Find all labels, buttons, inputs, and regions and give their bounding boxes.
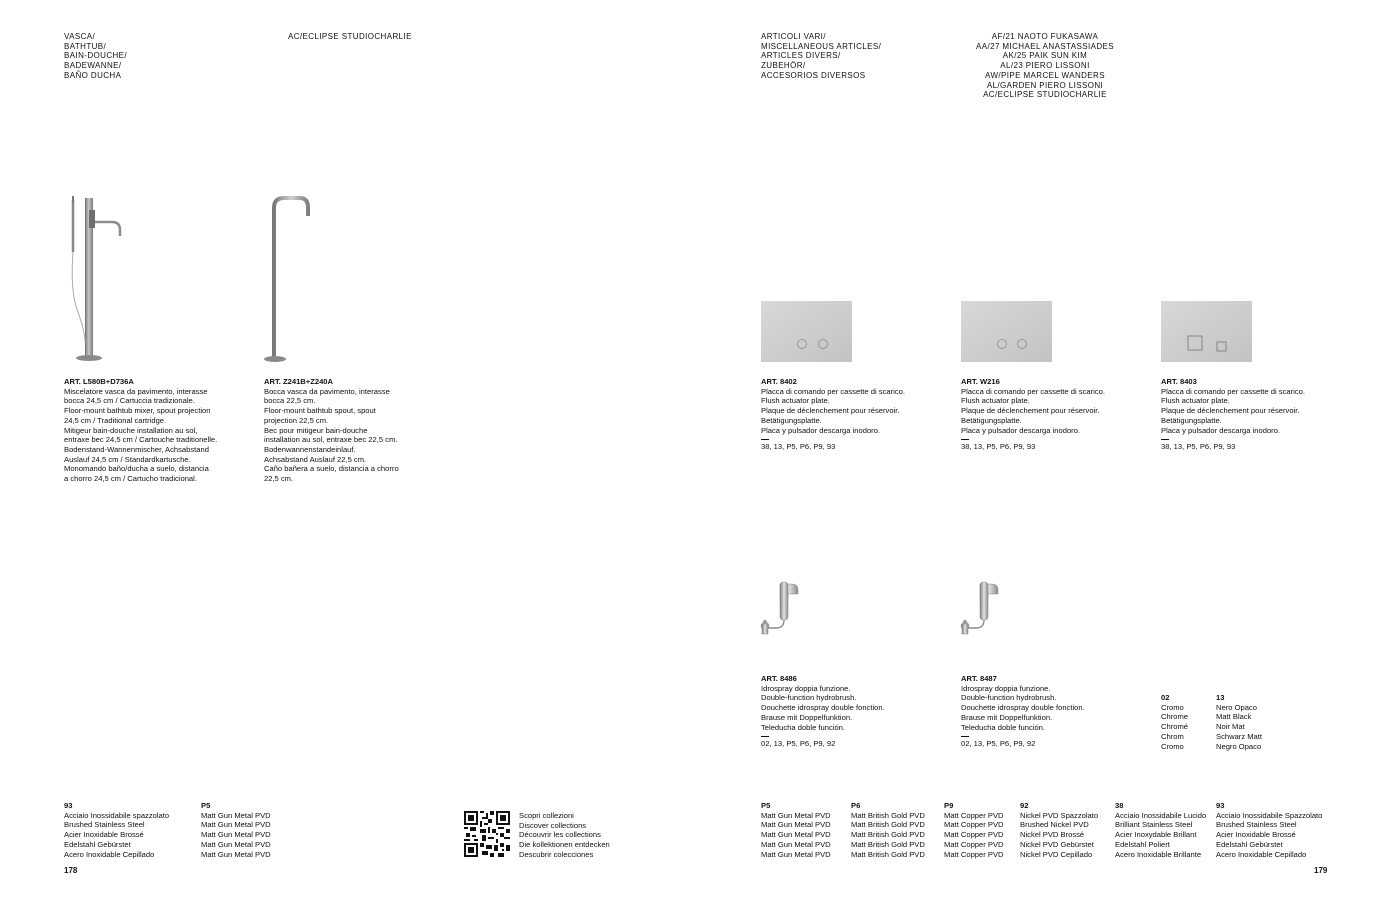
finish-name: Nickel PVD Spazzolato bbox=[1020, 810, 1099, 820]
product-line: Placca di comando per cassette di scarico. bbox=[961, 386, 1105, 396]
finish-legend-13 bbox=[1216, 693, 1262, 751]
finish-name: Schwarz Matt bbox=[1216, 731, 1262, 741]
finish-legend-38 bbox=[1115, 801, 1206, 859]
product-line: Teleducha doble función. bbox=[761, 722, 846, 732]
product-description-8402 bbox=[761, 377, 905, 452]
finish-name: Chromé bbox=[1161, 722, 1189, 732]
product-line: Betätigungsplatte. bbox=[961, 415, 1022, 425]
product-line: 24,5 cm / Traditional cartridge. bbox=[64, 415, 167, 425]
finish-name: Chrom bbox=[1161, 731, 1184, 741]
finish-name: Matt Gun Metal PVD bbox=[201, 839, 271, 849]
product-code: ART. 8487 bbox=[961, 674, 997, 683]
product-image-bathtub-mixer bbox=[60, 192, 130, 364]
category-line: ACCESORIOS DIVERSOS bbox=[761, 70, 866, 80]
finish-name: Matt Gun Metal PVD bbox=[761, 820, 831, 830]
product-line: bocca 22,5 cm. bbox=[264, 396, 316, 406]
product-line: a chorro 24,5 cm / Cartucho tradicional. bbox=[64, 474, 197, 484]
product-line: Miscelatore vasca da pavimento, interasse bbox=[64, 386, 208, 396]
category-line: VASCA/ bbox=[64, 32, 96, 41]
finish-name: Matt Gun Metal PVD bbox=[761, 849, 831, 859]
finish-name: Matt British Gold PVD bbox=[851, 810, 925, 820]
qr-caption-line[interactable]: Die kollektionen entdecken bbox=[519, 840, 610, 850]
finish-name: Brushed Stainless Steel bbox=[64, 820, 145, 830]
product-line: Bodenwannenstandeinlauf. bbox=[264, 444, 356, 454]
finish-legend-p9 bbox=[944, 801, 1004, 859]
product-finishes: 02, 13, P5, P6, P9, 92 bbox=[761, 739, 836, 749]
product-line: Caño bañera a suelo, distancia a chorro bbox=[264, 464, 399, 474]
product-description-z241b bbox=[264, 377, 399, 484]
collection-name: AA/27 MICHAEL ANASTASSIADES bbox=[976, 41, 1114, 51]
finish-name: Matt British Gold PVD bbox=[851, 849, 925, 859]
product-line: Douchette idrospray double fonction. bbox=[761, 703, 885, 713]
category-line: BAÑO DUCHA bbox=[64, 70, 122, 80]
finish-name: Acciaio Inossidabile Lucido bbox=[1115, 810, 1207, 820]
finish-name: Matt Gun Metal PVD bbox=[201, 820, 271, 830]
product-line: Betätigungsplatte. bbox=[761, 415, 822, 425]
product-finishes: 38, 13, P5, P6, P9, 93 bbox=[961, 442, 1036, 452]
product-line: Plaque de déclenchement pour réservoir. bbox=[761, 406, 900, 416]
product-code: ART. 8403 bbox=[1161, 377, 1197, 386]
finish-code: 38 bbox=[1115, 801, 1124, 810]
finish-code: 93 bbox=[64, 801, 73, 810]
product-line: entraxe bec 24,5 cm / Cartouche traditionelle. bbox=[64, 435, 218, 445]
category-line: BAIN-DOUCHE/ bbox=[64, 51, 128, 61]
finish-name: Acier Inoxidable Brossé bbox=[64, 830, 144, 840]
finish-code: 92 bbox=[1020, 801, 1029, 810]
finish-name: Matt Copper PVD bbox=[944, 849, 1004, 859]
product-line: 22,5 cm. bbox=[264, 474, 294, 484]
finish-code: 93 bbox=[1216, 801, 1225, 810]
finish-legend-p5 bbox=[761, 801, 831, 859]
finish-name: Matt Gun Metal PVD bbox=[761, 839, 831, 849]
product-line: bocca 24,5 cm / Cartuccia tradizionale. bbox=[64, 396, 195, 406]
product-line: Placa y pulsador descarga inodoro. bbox=[761, 425, 881, 435]
product-line: Placca di comando per cassette di scarico. bbox=[1161, 386, 1305, 396]
finish-name: Nero Opaco bbox=[1216, 702, 1257, 712]
finish-name: Acciaio Inossidabile spazzolato bbox=[64, 810, 170, 820]
qr-caption-line[interactable]: Discover collections bbox=[519, 820, 587, 830]
finish-name: Matt Gun Metal PVD bbox=[761, 830, 831, 840]
finish-name: Matt British Gold PVD bbox=[851, 839, 925, 849]
finish-name: Edelstahl Gebürstet bbox=[64, 839, 131, 849]
product-finishes: 38, 13, P5, P6, P9, 93 bbox=[761, 442, 836, 452]
finish-name: Nickel PVD Cepillado bbox=[1020, 849, 1093, 859]
category-line: ZUBEHÖR/ bbox=[761, 61, 806, 71]
finish-code: P5 bbox=[201, 801, 211, 810]
finish-legend-92 bbox=[1020, 801, 1098, 859]
separator-dash bbox=[761, 736, 769, 737]
product-line: Auslauf 24,5 cm / Standardkartusche. bbox=[64, 454, 191, 464]
finish-name: Matt Gun Metal PVD bbox=[201, 830, 271, 840]
finish-code: 13 bbox=[1216, 693, 1225, 702]
finish-name: Noir Mat bbox=[1216, 722, 1245, 732]
category-heading-misc bbox=[761, 32, 881, 81]
collections-qr-code[interactable] bbox=[464, 811, 510, 857]
product-description-8486 bbox=[761, 674, 885, 749]
product-line: Plaque de déclenchement pour réservoir. bbox=[961, 406, 1100, 416]
finish-name: Brushed Stainless Steel bbox=[1216, 820, 1297, 830]
product-code: ART. L580B+D736A bbox=[64, 377, 134, 386]
product-finishes: 38, 13, P5, P6, P9, 93 bbox=[1161, 442, 1236, 452]
product-line: Douchette idrospray double fonction. bbox=[961, 703, 1085, 713]
product-image-hydrobrush-8486 bbox=[758, 578, 802, 636]
qr-caption-line[interactable]: Scopri collezioni bbox=[519, 811, 574, 820]
product-line: installation au sol, entraxe bec 22,5 cm. bbox=[264, 435, 398, 445]
finish-legend-p6 bbox=[851, 801, 925, 859]
finish-name: Acero Inoxidable Brillante bbox=[1115, 849, 1202, 859]
product-line: Idrospray doppia funzione. bbox=[761, 683, 851, 693]
collection-name: AK/25 PAIK SUN KIM bbox=[1002, 51, 1088, 61]
finish-code: P9 bbox=[944, 801, 954, 810]
category-heading-bathtub bbox=[64, 32, 127, 81]
finish-name: Brilliant Stainless Steel bbox=[1115, 820, 1193, 830]
product-image-hydrobrush-8487 bbox=[958, 578, 1002, 636]
separator-dash bbox=[1161, 439, 1169, 440]
finish-name: Matt Gun Metal PVD bbox=[201, 849, 271, 859]
category-line: MISCELLANEOUS ARTICLES/ bbox=[761, 41, 882, 51]
product-line: Bec pour mitigeur bain-douche bbox=[264, 425, 368, 435]
product-image-plate-8403 bbox=[1161, 301, 1252, 362]
collection-name: AC/ECLIPSE STUDIOCHARLIE bbox=[983, 90, 1107, 100]
product-description-w216 bbox=[961, 377, 1105, 452]
finish-name: Chrome bbox=[1161, 712, 1189, 722]
product-code: ART. Z241B+Z240A bbox=[264, 377, 334, 386]
collection-heading bbox=[288, 32, 412, 42]
finish-name: Matt Gun Metal PVD bbox=[761, 810, 831, 820]
product-line: Teleducha doble función. bbox=[961, 722, 1046, 732]
product-line: Plaque de déclenchement pour réservoir. bbox=[1161, 406, 1300, 416]
qr-caption bbox=[519, 811, 610, 860]
finish-name: Brushed Nickel PVD bbox=[1020, 820, 1089, 830]
product-line: Double-function hydrobrush. bbox=[961, 693, 1057, 703]
product-line: Mitigeur bain-douche installation au sol, bbox=[64, 425, 198, 435]
product-code: ART. 8486 bbox=[761, 674, 797, 683]
category-line: ARTICOLI VARI/ bbox=[761, 32, 826, 41]
product-description-8487 bbox=[961, 674, 1085, 749]
category-line: BATHTUB/ bbox=[64, 41, 107, 51]
finish-name: Cromo bbox=[1161, 741, 1184, 751]
product-line: Bocca vasca da pavimento, interasse bbox=[264, 386, 390, 396]
collection-name: AF/21 NAOTO FUKASAWA bbox=[991, 32, 1099, 41]
finish-name: Matt Gun Metal PVD bbox=[201, 810, 271, 820]
product-line: Achsabstand Auslauf 22,5 cm. bbox=[264, 454, 367, 464]
finish-name: Acier Inoxydable Brillant bbox=[1115, 830, 1197, 840]
product-line: Betätigungsplatte. bbox=[1161, 415, 1222, 425]
finish-name: Cromo bbox=[1161, 702, 1184, 712]
finish-code: P5 bbox=[761, 801, 771, 810]
product-line: Placca di comando per cassette di scarico. bbox=[761, 386, 905, 396]
collections-list bbox=[965, 32, 1125, 100]
product-line: Brause mit Doppelfunktion. bbox=[961, 712, 1053, 722]
collection-name: AL/23 PIERO LISSONI bbox=[1000, 61, 1090, 71]
qr-caption-line[interactable]: Découvrir les collections bbox=[519, 830, 601, 840]
product-line: Double-function hydrobrush. bbox=[761, 693, 857, 703]
product-line: Floor-mount bathtub mixer, spout projection bbox=[64, 406, 211, 416]
finish-name: Acero Inoxidable Cepillado bbox=[1216, 849, 1307, 859]
category-line: ARTICLES DIVERS/ bbox=[761, 51, 841, 61]
finish-legend-p5 bbox=[201, 801, 271, 859]
product-image-bathtub-spout bbox=[262, 194, 322, 364]
finish-name: Negro Opaco bbox=[1216, 741, 1262, 751]
collection-name: AC/ECLIPSE STUDIOCHARLIE bbox=[288, 32, 412, 41]
product-line: Placa y pulsador descarga inodoro. bbox=[1161, 425, 1281, 435]
product-code: ART. W216 bbox=[961, 377, 1000, 386]
finish-name: Acero Inoxidable Cepillado bbox=[64, 849, 155, 859]
product-line: Flush actuator plate. bbox=[961, 396, 1030, 406]
product-description-8403 bbox=[1161, 377, 1305, 452]
finish-code: 02 bbox=[1161, 693, 1170, 702]
finish-name: Edelstahl Poliert bbox=[1115, 839, 1170, 849]
separator-dash bbox=[761, 439, 769, 440]
finish-legend-93 bbox=[64, 801, 169, 859]
product-description-l580b bbox=[64, 377, 217, 484]
finish-name: Matt Copper PVD bbox=[944, 839, 1004, 849]
finish-name: Matt Copper PVD bbox=[944, 820, 1004, 830]
finish-legend-93 bbox=[1216, 801, 1322, 859]
page-number-right: 179 bbox=[1314, 866, 1328, 875]
product-line: Placa y pulsador descarga inodoro. bbox=[961, 425, 1081, 435]
product-line: Idrospray doppia funzione. bbox=[961, 683, 1051, 693]
separator-dash bbox=[961, 736, 969, 737]
finish-name: Matt Black bbox=[1216, 712, 1252, 722]
finish-name: Edelstahl Gebürstet bbox=[1216, 839, 1283, 849]
product-line: Flush actuator plate. bbox=[1161, 396, 1230, 406]
finish-legend-02 bbox=[1161, 693, 1188, 751]
product-line: Floor-mount bathtub spout, spout bbox=[264, 406, 376, 416]
finish-name: Matt British Gold PVD bbox=[851, 820, 925, 830]
product-finishes: 02, 13, P5, P6, P9, 92 bbox=[961, 739, 1036, 749]
finish-name: Nickel PVD Brossé bbox=[1020, 830, 1085, 840]
finish-name: Matt Copper PVD bbox=[944, 810, 1004, 820]
qr-caption-line[interactable]: Descubrir colecciones bbox=[519, 849, 594, 859]
product-line: Bodenstand-Wannenmischer, Achsabstand bbox=[64, 444, 209, 454]
finish-name: Matt British Gold PVD bbox=[851, 830, 925, 840]
finish-code: P6 bbox=[851, 801, 861, 810]
product-line: Monomando baño/ducha a suelo, distancia bbox=[64, 464, 209, 474]
product-image-plate-w216 bbox=[961, 301, 1052, 362]
finish-name: Acciaio Inossidabile Spazzolato bbox=[1216, 810, 1323, 820]
finish-name: Nickel PVD Gebürstet bbox=[1020, 839, 1094, 849]
collection-name: AL/GARDEN PIERO LISSONI bbox=[986, 80, 1104, 90]
product-line: projection 22,5 cm. bbox=[264, 415, 329, 425]
product-image-plate-8402 bbox=[761, 301, 852, 362]
product-line: Flush actuator plate. bbox=[761, 396, 830, 406]
page-number-left: 178 bbox=[64, 866, 78, 875]
product-code: ART. 8402 bbox=[761, 377, 797, 386]
finish-name: Acier Inoxidable Brossé bbox=[1216, 830, 1296, 840]
finish-name: Matt Copper PVD bbox=[944, 830, 1004, 840]
separator-dash bbox=[961, 439, 969, 440]
product-line: Brause mit Doppelfunktion. bbox=[761, 712, 853, 722]
collection-name: AW/PIPE MARCEL WANDERS bbox=[985, 70, 1105, 80]
category-line: BADEWANNE/ bbox=[64, 61, 122, 71]
